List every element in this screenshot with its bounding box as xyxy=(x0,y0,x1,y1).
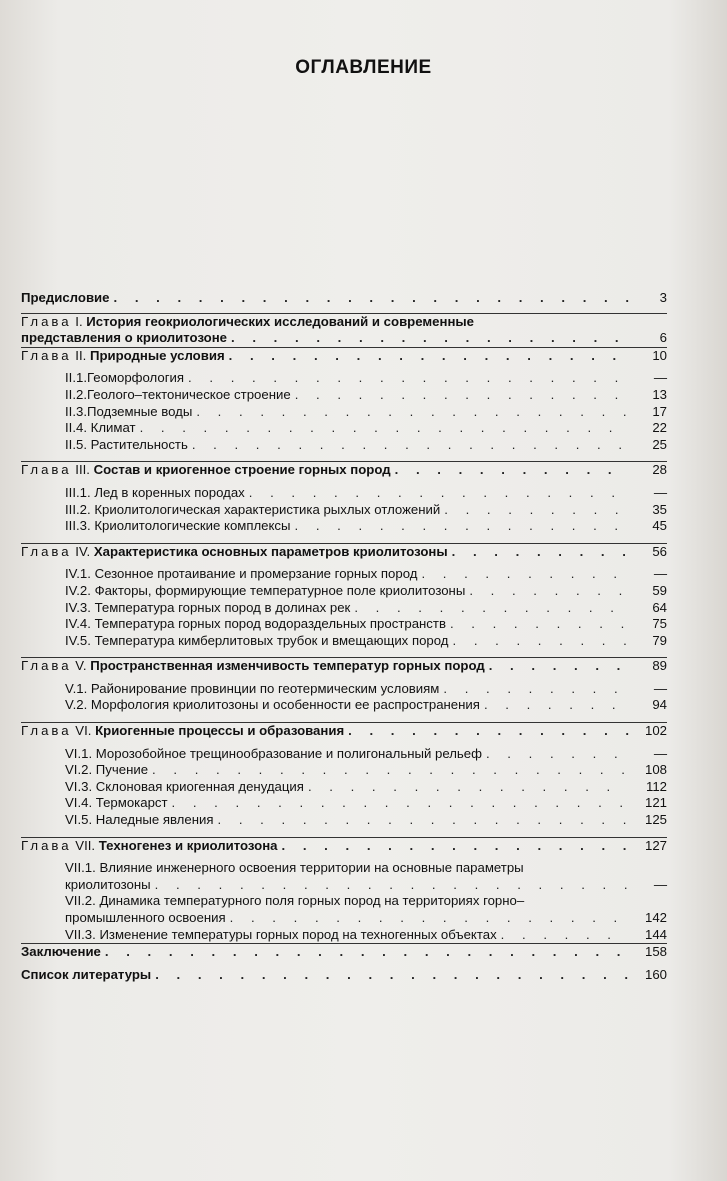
toc-subsection: III.1. Лед в коренных породах . . . — xyxy=(21,485,667,502)
toc-subsection: VII.2. Динамика температурного поля горных пород на территориях горно– xyxy=(65,893,525,909)
toc-subsection: VI.2. Пучение . . . 108 xyxy=(21,762,667,779)
toc-chapter-4: Глава IV. Характеристика основных параметров криолитозоны . . . 56 xyxy=(21,544,667,561)
toc-subsection: VI.5. Наледные явления . . . 125 xyxy=(21,812,667,829)
page-title: ОГЛАВЛЕНИЕ xyxy=(295,57,432,78)
toc-subsection: VII.3. Изменение температуры горных пород на техногенных объектах . . . 144 xyxy=(21,927,667,944)
toc-entry-conclusion: Заключение . . . 158 xyxy=(21,944,667,961)
table-of-contents xyxy=(21,290,667,983)
toc-subsection-cont: промышленного освоения . . . 142 xyxy=(21,910,667,927)
toc-subsection: VI.3. Склоновая криогенная денудация . . . 112 xyxy=(21,779,667,796)
toc-subsection: IV.3. Температура горных пород в долинах рек . . . 64 xyxy=(21,600,667,617)
toc-subsection: V.2. Морфология криолитозоны и особенности ее распространения . . . 94 xyxy=(21,697,667,714)
toc-subsection: II.2.Геолого–тектоническое строение . . . 13 xyxy=(21,387,667,404)
toc-subsection: III.3. Криолитологические комплексы . . . 45 xyxy=(21,518,667,535)
toc-subsection: II.5. Растительность . . . 25 xyxy=(21,437,667,454)
toc-entry-preface: Предисловие . . . 3 xyxy=(21,290,667,307)
toc-subsection: III.2. Криолитологическая характеристика рыхлых отложений . . . 35 xyxy=(21,502,667,519)
toc-subsection: IV.5. Температура кимберлитовых трубок и вмещающих пород . . . 79 xyxy=(21,633,667,650)
toc-chapter-1-cont: представления о криолитозоне . . . 6 xyxy=(21,330,667,347)
toc-subsection: VI.4. Термокарст . . . 121 xyxy=(21,795,667,812)
toc-subsection: II.4. Климат . . . 22 xyxy=(21,420,667,437)
toc-chapter-3: Глава III. Состав и криогенное строение горных пород . . . 28 xyxy=(21,462,667,479)
toc-chapter-2: Глава II. Природные условия . . . 10 xyxy=(21,348,667,365)
toc-subsection: VI.1. Морозобойное трещинообразование и полигональный рельеф . . . — xyxy=(21,746,667,763)
toc-subsection: VII.1. Влияние инженерного освоения территории на основные параметры xyxy=(65,860,524,876)
toc-chapter-5: Глава V. Пространственная изменчивость температур горных пород . . . 89 xyxy=(21,658,667,675)
toc-chapter-6: Глава VI. Криогенные процессы и образования . . . 102 xyxy=(21,723,667,740)
bleed-through-stamp xyxy=(240,140,540,172)
toc-chapter-1: Глава I. История геокриологических исследований и современные xyxy=(21,313,475,329)
toc-entry-references: Список литературы . . . 160 xyxy=(21,967,667,984)
toc-chapter-7: Глава VII. Техногенез и криолитозона . . . 127 xyxy=(21,838,667,855)
toc-subsection-cont: криолитозоны . . . — xyxy=(21,877,667,894)
toc-subsection: II.3.Подземные воды . . . 17 xyxy=(21,404,667,421)
toc-subsection: II.1.Геоморфология . . . — xyxy=(21,370,667,387)
toc-subsection: IV.1. Сезонное протаивание и промерзание горных пород . . . — xyxy=(21,566,667,583)
toc-subsection: IV.4. Температура горных пород водораздельных пространств . . . 75 xyxy=(21,616,667,633)
toc-subsection: V.1. Районирование провинции по геотермическим условиям . . . — xyxy=(21,681,667,698)
toc-subsection: IV.2. Факторы, формирующие температурное поле криолитозоны . . . 59 xyxy=(21,583,667,600)
